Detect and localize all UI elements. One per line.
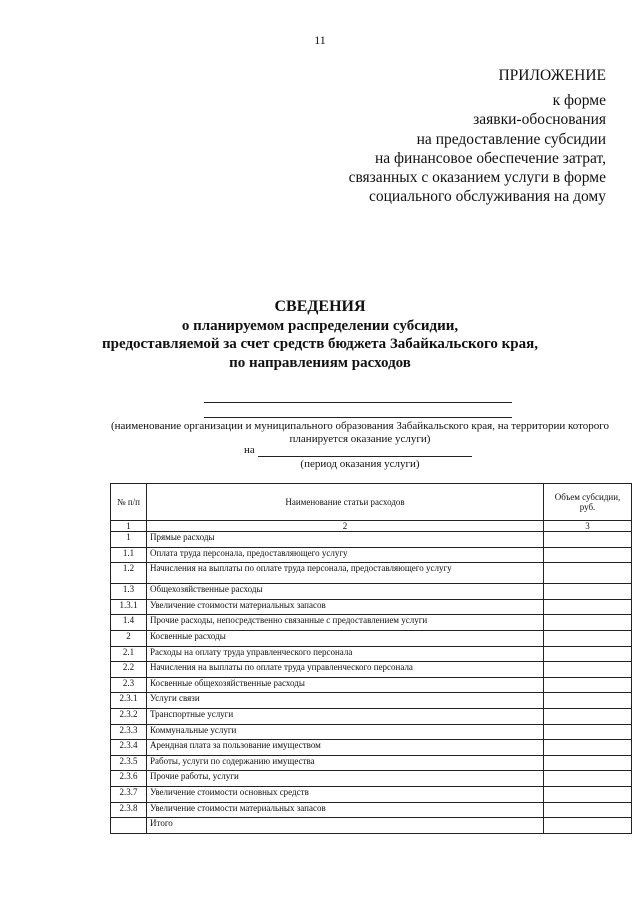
table-row (111, 693, 632, 709)
row-amount-cell[interactable] (544, 771, 632, 787)
row-item-name: Увеличение стоимости основных средств (147, 786, 544, 802)
org-caption-line: (наименование организации и муниципального образования Забайкальского края, на территории которого (110, 420, 610, 432)
row-amount-cell[interactable] (544, 693, 632, 709)
row-amount-cell[interactable] (544, 563, 632, 584)
row-number: 2 (111, 630, 147, 646)
row-item-name: Прочие работы, услуги (147, 771, 544, 787)
row-amount-cell[interactable] (544, 802, 632, 818)
index-cell: 2 (147, 521, 544, 532)
heading-line: по направлениям расходов (229, 354, 411, 371)
period-prefix: на (244, 444, 255, 456)
table-row (111, 532, 632, 548)
table-row (111, 755, 632, 771)
appendix-line: связанных с оказанием услуги в форме (348, 169, 606, 187)
row-amount-cell[interactable] (544, 724, 632, 740)
row-item-name: Расходы на оплату труда управленческого персонала (147, 646, 544, 662)
row-number: 1 (111, 532, 147, 548)
row-amount-cell[interactable] (544, 547, 632, 563)
row-item-name: Коммунальные услуги (147, 724, 544, 740)
row-number: 2.3 (111, 677, 147, 693)
org-name-blank-line-1[interactable] (204, 402, 512, 403)
row-item-name: Прямые расходы (147, 532, 544, 548)
row-number: 2.3.4 (111, 740, 147, 756)
period-caption: (период оказания услуги) (300, 458, 420, 470)
table-row (111, 802, 632, 818)
table-row (111, 771, 632, 787)
row-amount-cell[interactable] (544, 615, 632, 631)
total-label: Итого (147, 818, 544, 834)
header-amount: Объем субсидии, руб. (544, 484, 632, 521)
row-item-name: Косвенные расходы (147, 630, 544, 646)
row-item-name: Транспортные услуги (147, 708, 544, 724)
period-blank-line[interactable] (258, 456, 472, 457)
header-number: № п/п (111, 484, 147, 521)
index-cell: 3 (544, 521, 632, 532)
row-number: 1.2 (111, 563, 147, 584)
appendix-line: социального обслуживания на дому (368, 188, 606, 206)
expenses-table (110, 483, 632, 834)
appendix-line: к форме (552, 92, 606, 110)
table-row (111, 708, 632, 724)
row-number: 2.3.3 (111, 724, 147, 740)
table-row (111, 662, 632, 678)
table-row (111, 615, 632, 631)
row-number: 2.3.6 (111, 771, 147, 787)
table-row (111, 584, 632, 600)
row-amount-cell[interactable] (544, 786, 632, 802)
heading-line: о планируемом распределении субсидии, (181, 317, 459, 334)
table-header-row (111, 484, 632, 521)
row-number: 2.3.8 (111, 802, 147, 818)
row-amount-cell[interactable] (544, 755, 632, 771)
table-row (111, 646, 632, 662)
appendix-block (349, 66, 606, 206)
header-item-name: Наименование статьи расходов (147, 484, 544, 521)
row-amount-cell[interactable] (544, 532, 632, 548)
row-item-name: Арендная плата за пользование имуществом (147, 740, 544, 756)
row-amount-cell[interactable] (544, 677, 632, 693)
row-number: 2.1 (111, 646, 147, 662)
row-amount-cell[interactable] (544, 708, 632, 724)
heading-title: СВЕДЕНИЯ (274, 298, 366, 315)
row-number: 1.3.1 (111, 599, 147, 615)
org-caption-line: планируется оказание услуги) (289, 432, 431, 445)
table-row (111, 740, 632, 756)
appendix-title: ПРИЛОЖЕНИЕ (498, 67, 606, 84)
row-item-name: Прочие расходы, непосредственно связанные с предоставлением услуги (147, 615, 544, 631)
table-row (111, 563, 632, 584)
row-number: 1.4 (111, 615, 147, 631)
row-number: 2.3.1 (111, 693, 147, 709)
row-number: 2.3.7 (111, 786, 147, 802)
row-amount-cell[interactable] (544, 584, 632, 600)
row-item-name: Общехозяйственные расходы (147, 584, 544, 600)
org-caption (100, 420, 620, 445)
row-item-name: Косвенные общехозяйственные расходы (147, 677, 544, 693)
row-number: 1.1 (111, 547, 147, 563)
org-name-blank-line-2[interactable] (204, 417, 512, 418)
row-item-name: Начисления на выплаты по оплате труда персонала, предоставляющего услугу (147, 563, 544, 584)
row-item-name: Услуги связи (147, 693, 544, 709)
row-item-name: Начисления на выплаты по оплате труда управленческого персонала (147, 662, 544, 678)
table-row (111, 786, 632, 802)
appendix-line: заявки-обоснования (473, 111, 606, 129)
row-amount-cell[interactable] (544, 740, 632, 756)
table-row (111, 599, 632, 615)
table-row (111, 677, 632, 693)
page-number: 11 (314, 33, 326, 47)
row-amount-cell[interactable] (544, 662, 632, 678)
table-row (111, 724, 632, 740)
row-item-name: Увеличение стоимости материальных запасов (147, 802, 544, 818)
row-number: 1.3 (111, 584, 147, 600)
index-cell: 1 (111, 521, 147, 532)
table-row (111, 630, 632, 646)
appendix-line: на предоставление субсидии (416, 130, 606, 148)
row-number: 2.2 (111, 662, 147, 678)
row-number (111, 818, 147, 834)
row-number: 2.3.2 (111, 708, 147, 724)
heading-line: предоставляемой за счет средств бюджета Забайкальского края, (102, 336, 538, 352)
row-amount-cell[interactable] (544, 599, 632, 615)
total-amount-cell[interactable] (544, 818, 632, 834)
table-total-row (111, 818, 632, 834)
document-heading (0, 298, 640, 372)
row-amount-cell[interactable] (544, 646, 632, 662)
row-item-name: Работы, услуги по содержанию имущества (147, 755, 544, 771)
table-row (111, 547, 632, 563)
row-item-name: Оплата труда персонала, предоставляющего услугу (147, 547, 544, 563)
table-index-row (111, 521, 632, 532)
row-number: 2.3.5 (111, 755, 147, 771)
row-amount-cell[interactable] (544, 630, 632, 646)
row-item-name: Увеличение стоимости материальных запасов (147, 599, 544, 615)
appendix-line: на финансовое обеспечение затрат, (374, 149, 606, 167)
